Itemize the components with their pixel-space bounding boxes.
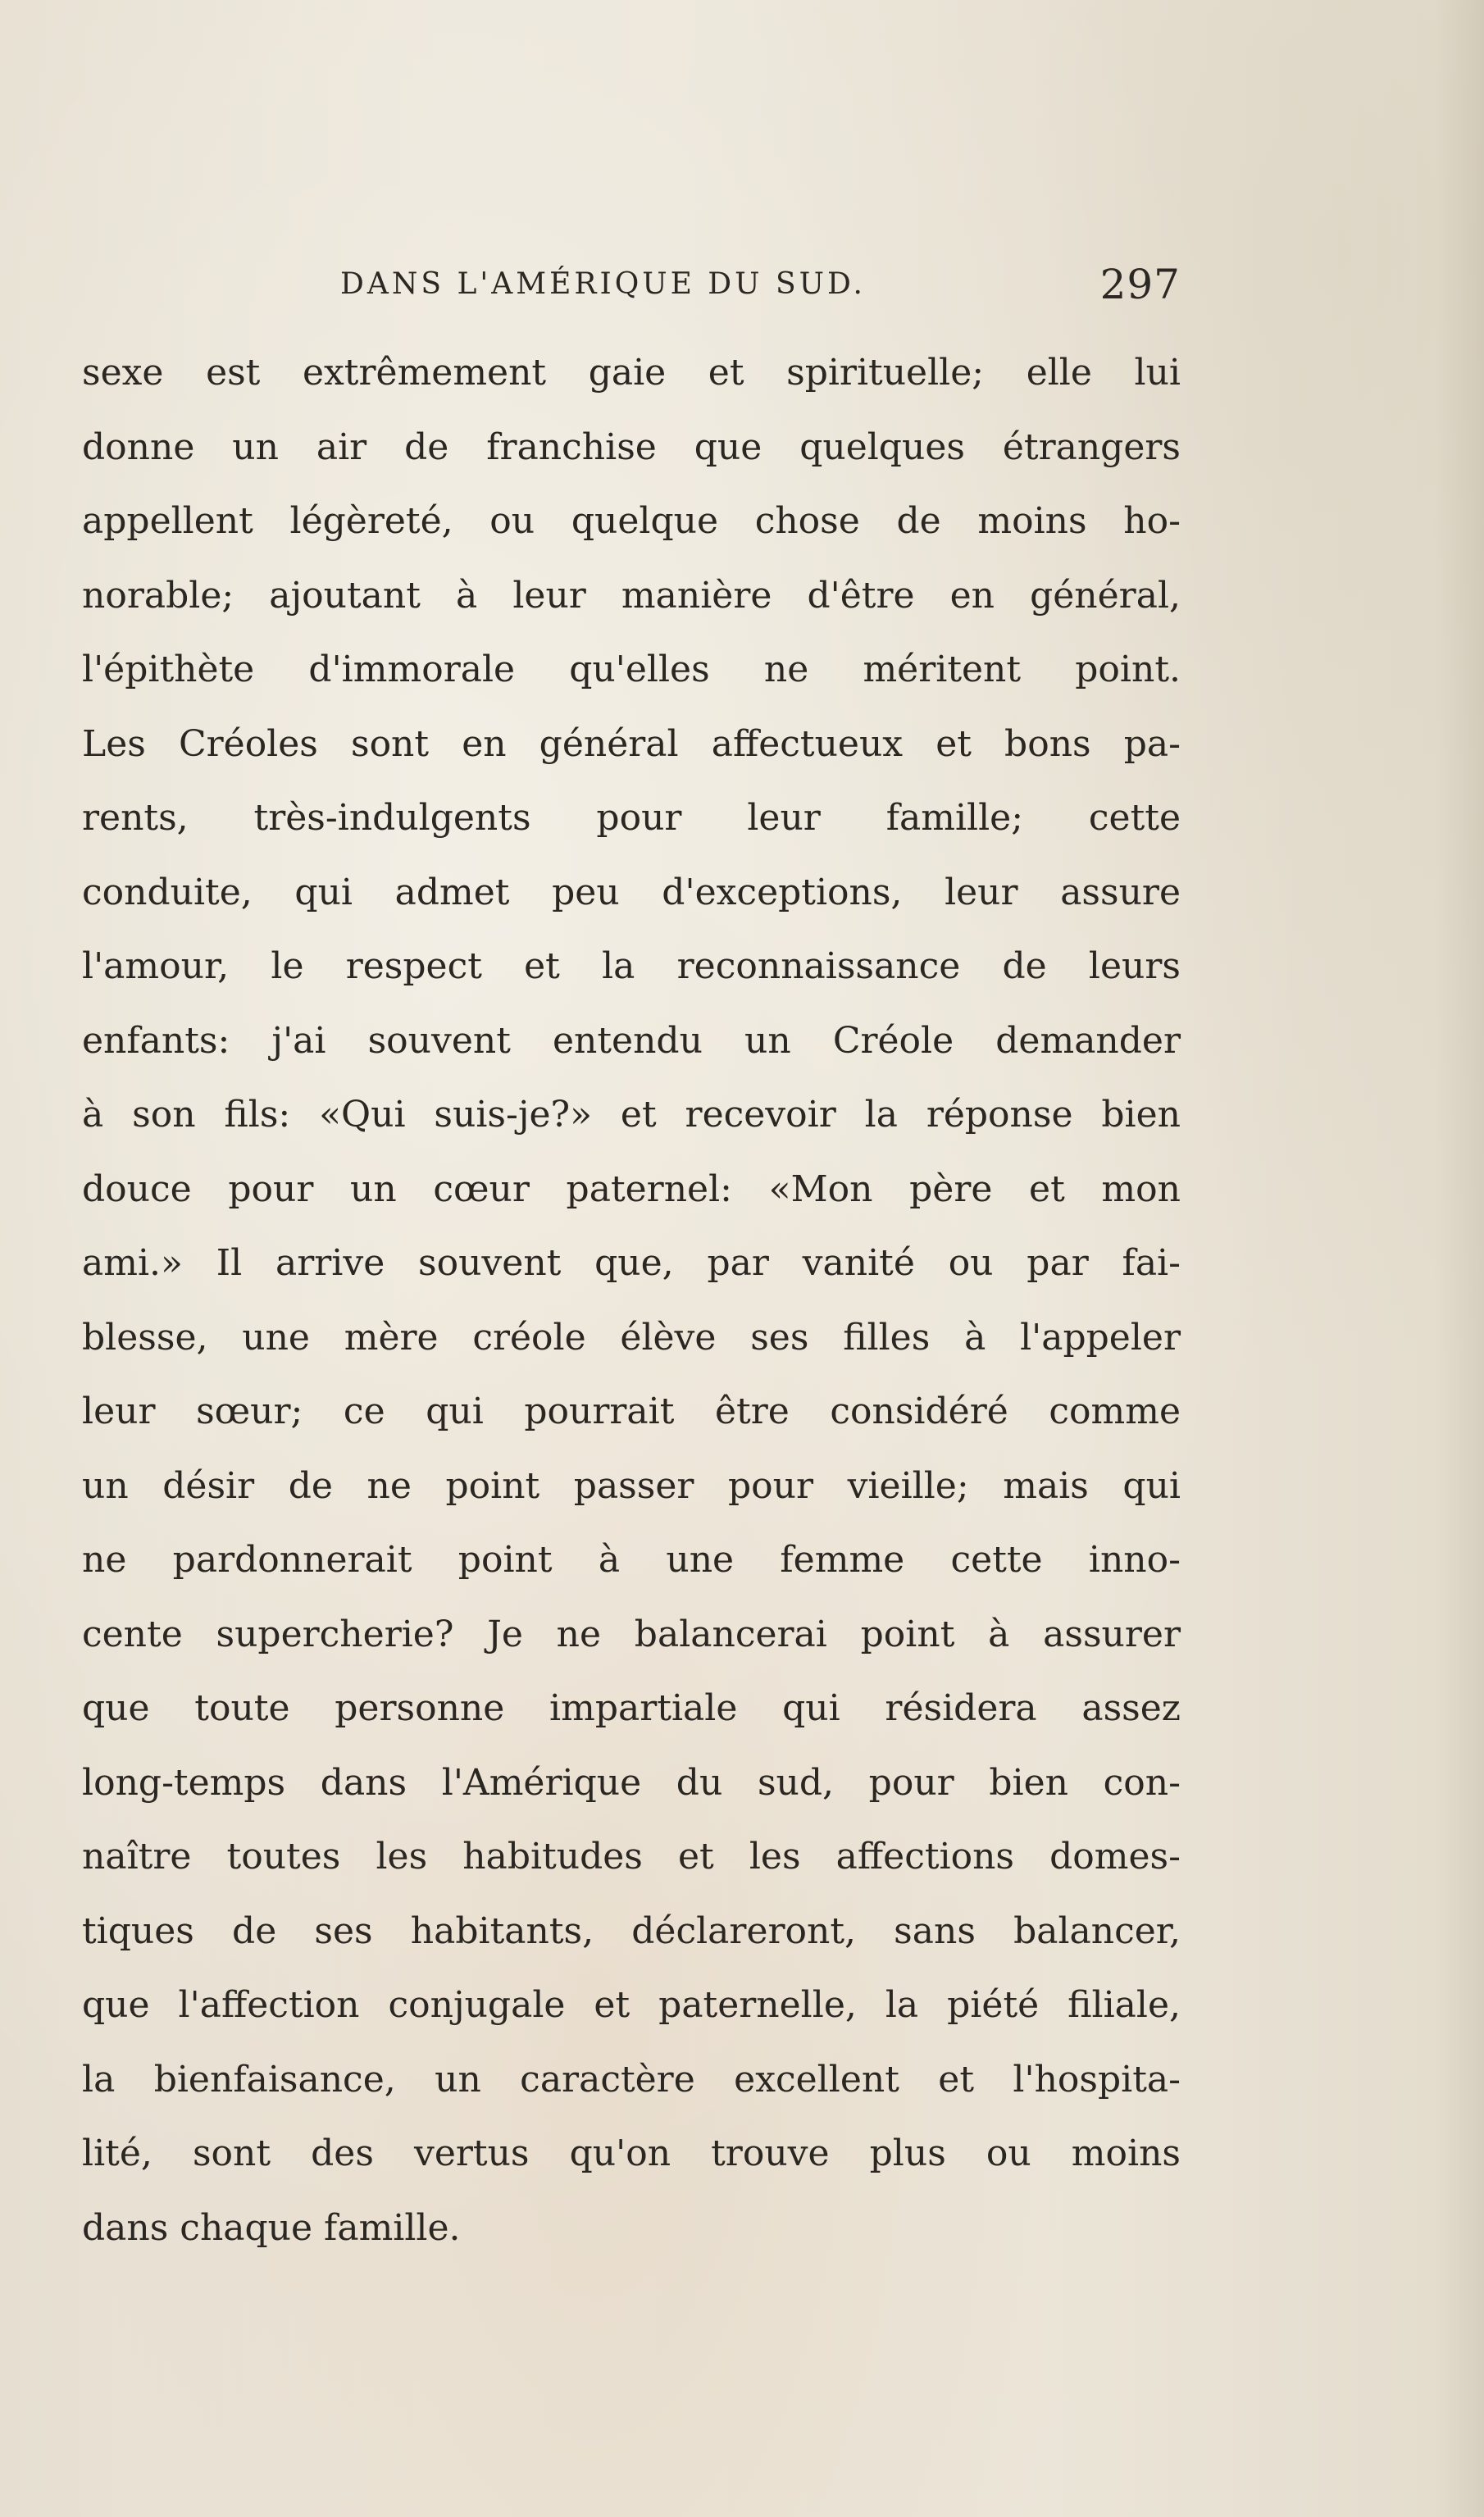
text-line: donne un air de franchise que quelques étrangers xyxy=(82,426,1181,468)
text-line: conduite, qui admet peu d'exceptions, leur assure xyxy=(82,871,1181,913)
text-line: enfants: j'ai souvent entendu un Créole demander xyxy=(82,1019,1181,1062)
page-edge-shadow xyxy=(1435,0,1484,2517)
text-line: à son fils: «Qui suis-je?» et recevoir la réponse bien xyxy=(82,1094,1181,1136)
text-line: que toute personne impartiale qui résidera assez xyxy=(82,1687,1181,1729)
text-line: naître toutes les habitudes et les affections domes- xyxy=(82,1836,1181,1878)
text-line: l'amour, le respect et la reconnaissance de leurs xyxy=(82,945,1181,987)
running-title: DANS L'AMÉRIQUE DU SUD. xyxy=(340,267,866,301)
text-line: long-temps dans l'Amérique du sud, pour bien con- xyxy=(82,1761,1181,1804)
text-line: ne pardonnerait point à une femme cette inno- xyxy=(82,1539,1181,1581)
text-line: cente supercherie? Je ne balancerai point à assurer xyxy=(82,1613,1181,1655)
page-number: 297 xyxy=(1099,261,1181,308)
running-head xyxy=(82,261,1181,318)
text-line: appellent légèreté, ou quelque chose de moins ho- xyxy=(82,500,1181,542)
body-text xyxy=(82,336,1181,2265)
text-line: un désir de ne point passer pour vieille; mais qui xyxy=(82,1464,1181,1507)
text-line: leur sœur; ce qui pourrait être considéré comme xyxy=(82,1390,1181,1432)
text-line: lité, sont des vertus qu'on trouve plus ou moins xyxy=(82,2132,1181,2174)
text-line: l'épithète d'immorale qu'elles ne méritent point. xyxy=(82,649,1181,690)
text-line: dans chaque famille. xyxy=(82,2206,461,2249)
text-line: que l'affection conjugale et paternelle, la piété filiale, xyxy=(82,1984,1181,2026)
text-line: sexe est extrêmement gaie et spirituelle; elle lui xyxy=(82,352,1181,394)
text-line: la bienfaisance, un caractère excellent et l'hospita- xyxy=(82,2058,1181,2101)
text-line: rents, très-indulgents pour leur famille; cette xyxy=(82,797,1181,839)
text-line: ami.» Il arrive souvent que, par vanité ou par fai- xyxy=(82,1242,1181,1284)
text-line: Les Créoles sont en général affectueux et bons pa- xyxy=(82,722,1181,765)
text-line: norable; ajoutant à leur manière d'être en général, xyxy=(82,574,1181,617)
text-line: tiques de ses habitants, déclareront, sans balancer, xyxy=(82,1909,1181,1952)
text-line: blesse, une mère créole élève ses filles à l'appeler xyxy=(82,1316,1181,1359)
text-line: douce pour un cœur paternel: «Mon père et mon xyxy=(82,1167,1181,1210)
